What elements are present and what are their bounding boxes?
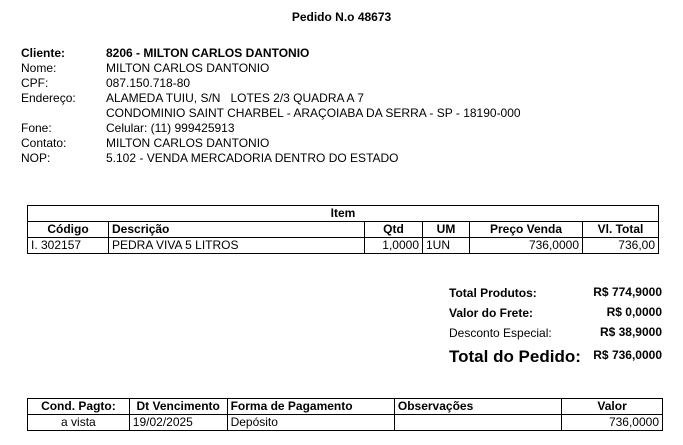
col-um: UM [423,222,470,238]
total-pedido-value: R$ 736,0000 [593,348,662,362]
items-table [27,205,659,254]
item-total: 736,00 [583,238,659,254]
items-header-row [28,222,659,238]
item-qtd: 1,0000 [365,238,423,254]
payment-forma: Depósito [227,415,394,431]
nome-label: Nome: [21,61,57,75]
table-row [28,238,659,254]
cliente-label: Cliente: [21,46,66,60]
desconto-label: Desconto Especial: [449,326,552,340]
cliente-value: 8206 - MILTON CARLOS DANTONIO [106,46,310,60]
contato-label: Contato: [21,136,67,150]
endereco-line-2: CONDOMINIO SAINT CHARBEL - ARAÇOIABA DA SERRA - SP - 18190-000 [106,106,521,120]
col-qtd: Qtd [365,222,423,238]
col-cond-pagto: Cond. Pagto: [28,399,130,415]
payment-valor: 736,0000 [562,415,663,431]
nop-value: 5.102 - VENDA MERCADORIA DENTRO DO ESTADO [106,151,399,165]
col-descricao: Descrição [109,222,365,238]
endereco-line-1: ALAMEDA TUIU, S/N LOTES 2/3 QUADRA A 7 [106,91,364,105]
col-total: Vl. Total [583,222,659,238]
endereco-label: Endereço: [21,91,76,105]
valor-frete-value: R$ 0,0000 [606,305,662,319]
item-preco: 736,0000 [470,238,583,254]
col-forma-pagamento: Forma de Pagamento [227,399,394,415]
nop-label: NOP: [21,151,51,165]
desconto-value: R$ 38,9000 [599,325,662,339]
col-preco: Preço Venda [470,222,583,238]
fone-value: Celular: (11) 999425913 [106,121,235,135]
payment-header-row [28,399,663,415]
cpf-label: CPF: [21,76,49,90]
cpf-value: 087.150.718-80 [106,76,191,90]
col-codigo: Código [28,222,109,238]
payment-table [27,398,663,431]
order-title: Pedido N.o 48673 [291,10,392,24]
payment-venc: 19/02/2025 [129,415,227,431]
item-descricao: PEDRA VIVA 5 LITROS [109,238,365,254]
nome-value: MILTON CARLOS DANTONIO [106,61,270,75]
valor-frete-label: Valor do Frete: [449,306,534,320]
fone-label: Fone: [21,121,52,135]
item-codigo: I. 302157 [28,238,109,254]
payment-cond: a vista [28,415,130,431]
col-observacoes: Observações [394,399,561,415]
col-dt-vencimento: Dt Vencimento [129,399,227,415]
item-um: 1UN [423,238,470,254]
total-produtos-label: Total Produtos: [449,286,537,300]
payment-obs [394,415,561,431]
table-row [28,415,663,431]
total-produtos-value: R$ 774,9000 [593,285,662,299]
items-section-title: Item [28,206,659,222]
contato-value: MILTON CARLOS DANTONIO [106,136,270,150]
total-pedido-label: Total do Pedido: [449,347,581,366]
col-valor: Valor [562,399,663,415]
